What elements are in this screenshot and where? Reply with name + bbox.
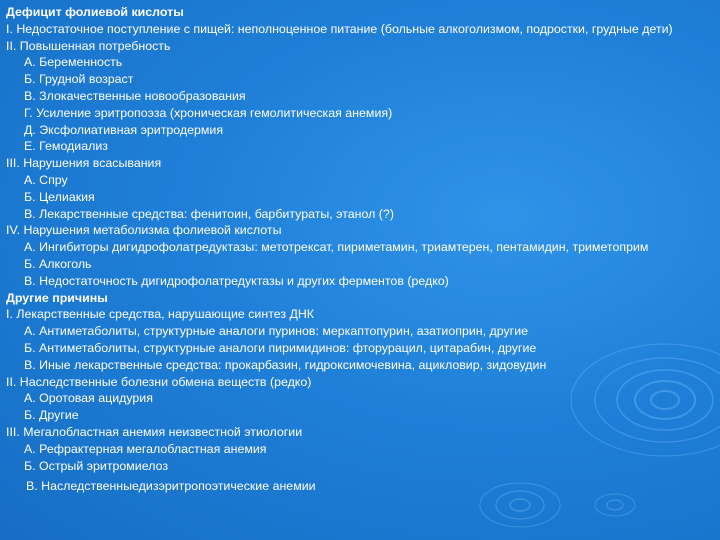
list-item: Е. Гемодиализ xyxy=(24,139,108,154)
list-item: А. Оротовая ацидурия xyxy=(24,391,153,406)
list-item: В. Недостаточность дигидрофолатредуктазы и других ферментов (редко) xyxy=(24,273,449,288)
list-item: Б. Алкоголь xyxy=(24,256,92,271)
list-item: А. Рефрактерная мегалобластная анемия xyxy=(24,441,267,456)
list-item: В. Злокачественные новообразования xyxy=(24,88,246,103)
list-item: Б. Острый эритромиелоз xyxy=(24,458,168,473)
list-item: IV. Нарушения метаболизма фолиевой кислоты xyxy=(6,223,282,238)
list-item: В. Иные лекарственные средства: прокарбазин, гидроксимочевина, ацикловир, зидовудин xyxy=(24,357,547,372)
list-item: А. Антиметаболиты, структурные аналоги пуринов: меркаптопурин, азатиоприн, другие xyxy=(24,324,529,339)
list-item: Б. Другие xyxy=(24,408,79,423)
slide-content xyxy=(6,4,714,495)
list-item: А. Беременность xyxy=(24,55,123,70)
list-item: I. Лекарственные средства, нарушающие синтез ДНК xyxy=(6,307,315,322)
list-item: III. Мегалобластная анемия неизвестной этиологии xyxy=(6,424,303,439)
list-item: В. Наследственныедизэритропоэтические анемии xyxy=(26,479,316,494)
slide-title: Дефицит фолиевой кислоты xyxy=(6,5,184,19)
list-item: Б. Грудной возраст xyxy=(24,72,134,87)
list-item: III. Нарушения всасывания xyxy=(6,156,162,171)
list-item: II. Наследственные болезни обмена веществ (редко) xyxy=(6,374,312,389)
list-item: Г. Усиление эритропоэза (хроническая гемолитическая анемия) xyxy=(24,105,393,120)
list-item: А. Спру xyxy=(24,172,68,187)
list-item: В. Лекарственные средства: фенитоин, барбитураты, этанол (?) xyxy=(24,206,394,221)
list-item: Б. Целиакия xyxy=(24,189,95,204)
list-item: II. Повышенная потребность xyxy=(6,38,171,53)
list-item: Д. Эксфолиативная эритродермия xyxy=(24,122,224,137)
list-item: I. Недостаточное поступление с пищей: неполноценное питание (больные алкоголизмом, подростки, грудные дети) xyxy=(6,21,673,36)
list-item: Б. Антиметаболиты, структурные аналоги пиримидинов: фторурацил, цитарабин, другие xyxy=(24,340,537,355)
section-heading: Другие причины xyxy=(6,290,108,305)
list-item: А. Ингибиторы дигидрофолатредуктазы: метотрексат, пириметамин, триамтерен, пентамидин, триметоприм xyxy=(24,240,649,255)
